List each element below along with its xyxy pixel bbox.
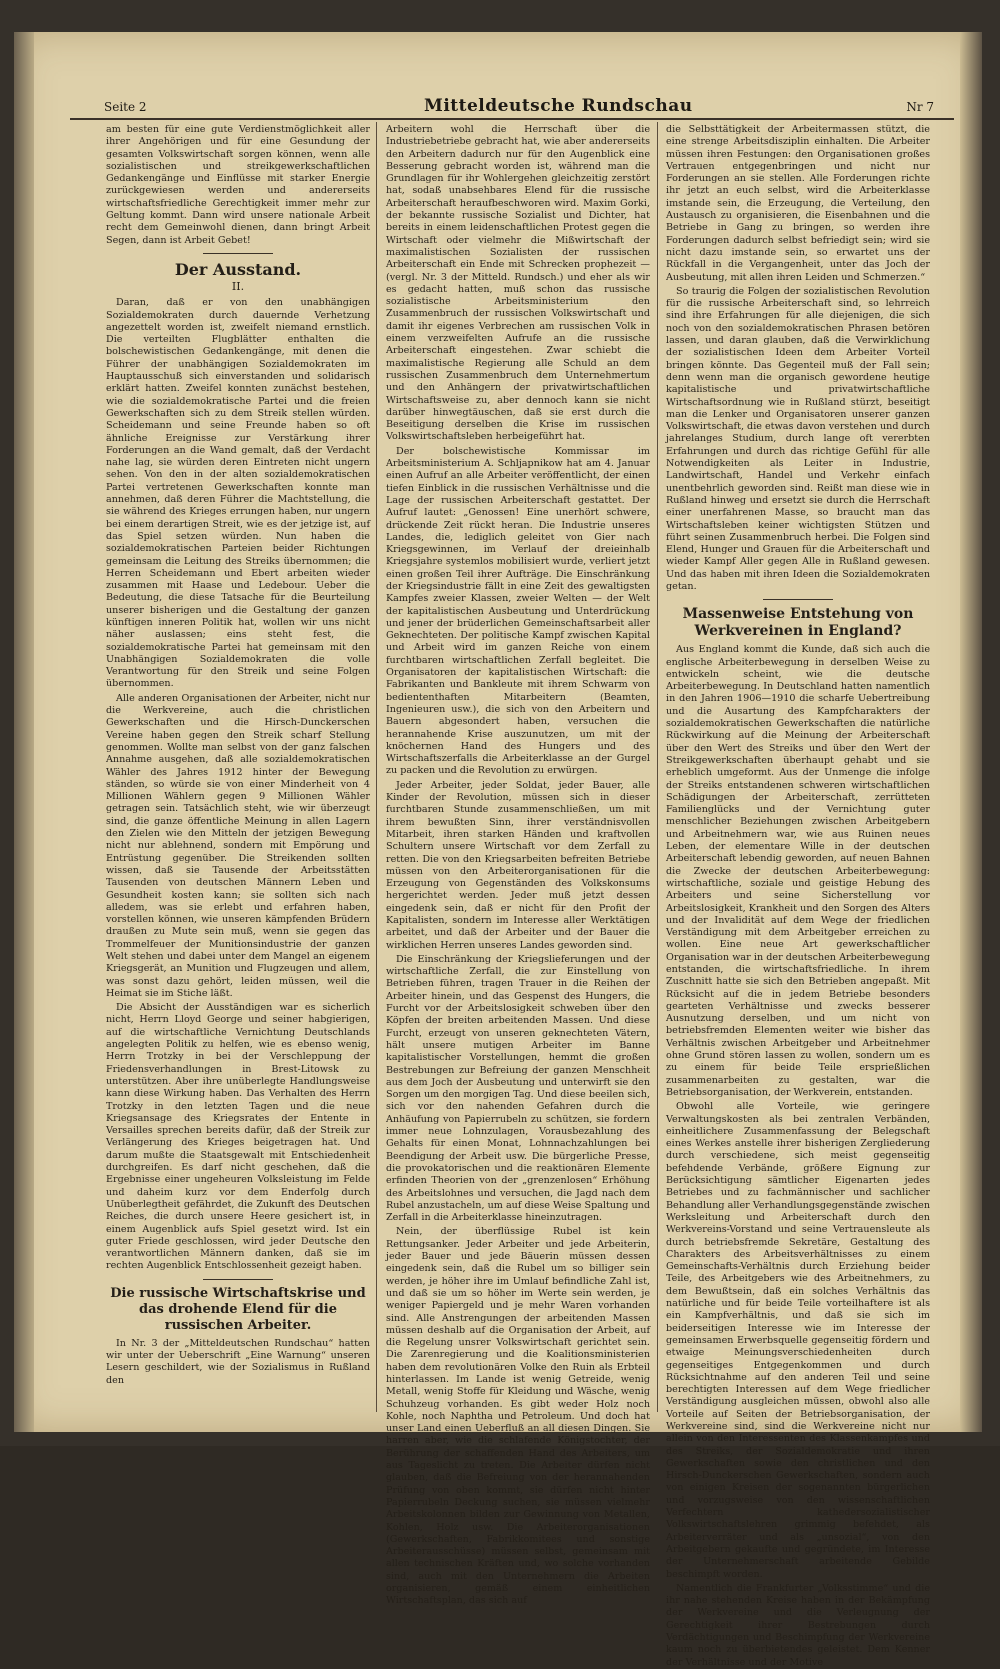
article-paragraph: Aus England kommt die Kunde, daß sich auch die englische Arbeiterbewegung in derselben Weise zu entwickeln scheint, wie die deutsche Arbeiterbewegung. In Deutschland hatten namentlich in den Jahren 1906—1910 die scharfe Uebertreibung und die Ausartung des Kampfcharakters der sozialdemokratischen Gewerkschaften die natürliche Rückwirkung auf die Meinung der Arbeiterschaft über den Wert des Streiks und über den Wert der Streikgewerkschaften überhaupt gehabt und sie erheblich umgeformt. Aus der Unmenge die infolge der Streiks entstandenen schweren wirtschaftlichen Schädigungen der Arbeiterschaft, zerrütteten Familienglücks und der Vernichtung guter menschlicher Beziehungen zwischen Arbeitgebern und Arbeitnehmern war, wie aus Ruinen neues Leben, der elementare Wille in der deutschen Arbeiterschaft lebendig geworden, auf neuen Bahnen die Zwecke der deutschen Arbeiterbewegung: wirtschaftliche, soziale und geistige Hebung des Arbeiters und seine Sicherstellung vor Arbeitslosigkeit, Krankheit und den Sorgen des Alters und der Invalidität auf dem Wege der friedlichen Verständigung mit dem Arbeitgeber erreichen zu wollen. Eine neue Art gewerkschaftlicher Organisation war in der deutschen Arbeiterbewegung entstanden, die wirtschaftsfriedliche. In ihrem Zuschnitt hatte sie sich den Betrieben angepaßt. Mit Rücksicht auf die in jedem Betriebe besonders gearteten Verhältnisse und zwecks besserer Ausnutzung derselben, und um nicht von betriebsfremden Elementen weiter wie bisher das Verhältnis zwischen Arbeitgeber und Arbeitnehmer ohne Grund stören lassen zu wollen, sondern um es zu einem für beide Teile ersprießlichen zusammenarbeiten zu gestalten, war die Betriebsorganisation, der Werkverein, entstanden. [666,644,930,1098]
column-3 [666,124,930,1668]
article-paragraph: die Selbsttätigkeit der Arbeitermassen stützt, die eine strenge Arbeitsdisziplin einhalten. Die Arbeiter müssen ihren Festungen: den Organisationen großes Vertrauen entgegenbringen und nicht nur Forderungen an sie stellen. Alle Forderungen richte ihr jetzt an euch selbst, wird die Arbeiterklasse imstande sein, die Erzeugung, die Verteilung, den Austausch zu organisieren, die Eisenbahnen und die Betriebe in Gang zu bringen, so werden ihre Forderungen dadurch selbst befriedigt sein; wird sie nicht dazu imstande sein, so erwartet uns der Rückfall in die Vergangenheit, unter das Joch der Ausbeutung, mit allen ihren Leiden und Schmerzen.“ [666,124,930,283]
article-paragraph: Alle anderen Organisationen der Arbeiter, nicht nur die Werkvereine, auch die christlichen Gewerkschaften und die Hirsch-Dunckerschen Vereine haben gegen den Streik scharf Stellung genommen. Wollte man selbst von der ganz falschen Annahme ausgehen, daß alle sozialdemokratischen Wähler des Jahres 1912 hinter der Bewegung ständen, so würde sie von einer Minderheit von 4 Millionen Wählern gegen 9 Millionen Wähler getragen sein. Tatsächlich steht, wie wir überzeugt sind, die ganze öffentliche Meinung in allen Lagern den Zielen wie den Mitteln der jetzigen Bewegung nicht nur ablehnend, sondern mit Empörung und Entrüstung gegenüber. Die Streikenden sollten wissen, daß sie Tausende der Arbeitsstätten Tausenden von deutschen Männern Leben und Gesundheit kosten kann; sie sollten sich nach alledem, was sie erlebt und erfahren haben, vorstellen können, wie unseren kämpfenden Brüdern draußen zu Mute sein muß, wenn sie gegen das Trommelfeuer der Munitionsindustrie der ganzen Welt stehen und dabei unter dem Mangel an eigenem Kriegsgerät, an Munition und Flugzeugen und allem, was sonst dazu gehört, leiden müssen, weil die Heimat sie im Stiche läßt. [106,692,370,999]
article-paragraph: Der bolschewistische Kommissar im Arbeitsministerium A. Schljapnikow hat am 4. Januar einen Aufruf an alle Arbeiter veröffentlicht, der einen tiefen Einblick in die russischen Verhältnisse und die Lage der russischen Arbeiterschaft gestattet. Der Aufruf lautet: „Genossen! Eine unerhört schwere, drückende Zeit rückt heran. Die Industrie unseres Landes, die, lediglich geleitet von Gier nach Kriegsgewinnen, im Verlauf der dreieinhalb Kriegsjahre systemlos mobilisiert wurde, verliert jetzt einen großen Teil ihrer Aufträge. Die Einschränkung der Kriegsindustrie fällt in eine Zeit des gewaltigsten Kampfes zweier Klassen, zweier Welten — der Welt der kapitalistischen Ausbeutung und Unterdrückung und jener der brüderlichen Gemeinschaftsarbeit aller Geknechteten. Der politische Kampf zwischen Kapital und Arbeit wird im ganzen Reiche von einem furchtbaren wirtschaftlichen Zerfall begleitet. Die Organisatoren der kapitalistischen Wirtschaft: die Fabrikanten und Bankleute mit ihrem Schwarm von bediententhaften Mitarbeitern (Beamten, Ingenieuren usw.), die sich von den Arbeitern und Bauern abgesondert haben, versuchen die herannahende Krise auszunutzen, um mit der knöchernen Hand des Hungers und des Wirtschaftszerfalls die Arbeiterklasse an der Gurgel zu packen und die Revolution zu erwürgen. [386,445,650,777]
article-heading-block [106,253,370,293]
article-paragraph: Die Einschränkung der Kriegslieferungen und der wirtschaftliche Zerfall, die zur Einstellung von Betrieben führen, tragen Trauer in die Reihen der Arbeiter hinein, und das Gespenst des Hungers, die Furcht vor der Arbeitslosigkeit schweben über den Köpfen der breiten arbeitenden Massen. Und diese Furcht, erzeugt von unseren geknechteten Vätern, hält unsere mutigen Arbeiter im Banne kapitalistischer Vorstellungen, hemmt die großen Bestrebungen zur Befreiung der ganzen Menschheit aus dem Joch der Ausbeutung und unterwirft sie den Sorgen um den morgigen Tag. Und diese beeilen sich, sich vor den nahenden Gefahren durch die Anhäufung von Papierrubeln zu schützen, sie fordern immer neue Lohnzulagen, Vorausbezahlung des Gehalts für einen Monat, Lohnnachzahlungen bei Beendigung der Arbeit usw. Die bürgerliche Presse, die provokatorischen und die reaktionären Elemente erfinden Theorien von der „grenzenlosen“ Erhöhung des Arbeitslohnes und versuchen, die Jagd nach dem Rubel anzustacheln, um auf diese Weise Spaltung und Zerfall in die Arbeiterklasse hineinzutragen. [386,953,650,1224]
article-paragraph: Arbeitern wohl die Herrschaft über die Industriebetriebe gebracht hat, wie aber andererseits den Arbeitern dadurch nur für den Augenblick eine Besserung gebracht worden ist, während man die Grundlagen für ihr Wohlergehen gleichzeitig zerstört hat, sodaß unabsehbares Elend für die russische Arbeiterschaft heraufbeschworen wird. Maxim Gorki, der bekannte russische Sozialist und Dichter, hat bereits in einem leidenschaftlichen Protest gegen die Wirtschaft oder vielmehr die Mißwirtschaft der maximalistischen Sozialisten der russischen Arbeiterschaft ein Ende mit Schrecken prophezeit — (vergl. Nr. 3 der Mitteld. Rundsch.) und eher als wir es gedacht hatten, muß schon das russische sozialistische Arbeitsministerium den Zusammenbruch der russischen Volkswirtschaft und damit ihr eigenes Verbrechen am russischen Volk in einem verzweifelten Aufrufe an die russische Arbeiterschaft eingestehen. Zwar schiebt die maximalistische Regierung alle Schuld an dem russischen Zusammenbruch dem Unternehmertum und den Anhängern der privatwirtschaftlichen Wirtschaftsweise zu, aber dennoch kann sie nicht darüber hinwegtäuschen, daß sie erst durch die Beseitigung derselben die Krise im russischen Volkswirtschaftsleben herbeigeführt hat. [386,124,650,443]
article-continuation: am besten für eine gute Verdienstmöglichkeit aller ihrer Angehörigen und für eine Gesundung der gesamten Volkswirtschaft sorgen können, wenn alle sozialistischen und streikgewerkschaftlichen Gedankengänge und Einflüsse mit starker Energie zurückgewiesen werden und andererseits wirtschaftsfriedliche Gerechtigkeit immer mehr zur Geltung kommt. Dann wird unsere nationale Arbeit recht dem Gemeinwohl dienen, dann bringt Arbeit Segen, dann ist Arbeit Gebet! [106,124,370,246]
page-outer-edge [960,32,982,1432]
column-1 [106,124,370,1414]
article-heading: Der Ausstand. [174,259,302,279]
page-header [104,96,934,118]
article-paragraph: Nein, der überflüssige Rubel ist kein Rettungsanker. Jeder Arbeiter und jede Arbeiterin, jeder Bauer und jede Bäuerin müssen dessen eingedenk sein, daß die Rubel um so billiger sein werden, je höher ihre im Umlauf befindliche Zahl ist, und daß sie um so höher im Werte sein werden, je weniger Papiergeld und je mehr Waren vorhanden sind. Alle Anstrengungen der arbeitenden Massen müssen deshalb auf die Organisation der Arbeit, auf die Regelung unsrer Volkswirtschaft gerichtet sein. Die Zarenregierung und die Koalitionsministerien haben dem revolutionären Volke den Ruin als Erbteil hinterlassen. Im Lande ist wenig Getreide, wenig Metall, wenig Stoffe für Kleidung und Wäsche, wenig Schuhzeug vorhanden. Es gibt weder Holz noch Kohle, noch Naphtha und Petroleum. Und doch hat unser Land einen Ueberfluß an all diesen Dingen. Sie harren aber, wie die schlafende Königstochter, der Berührung der schaffenden Hand des Arbeiters, um aus Tageslicht zu treten. Die Arbeiter dürfen nicht glauben, daß die Befreiung von der herannahenden Prüfung von oben kommt, sie dürfen nicht hinter Papierrubeln Deckung suchen, sie müssen vielmehr Arbeitskolonnen bilden zur Gewinnung von Metallen, Kohlen, Holz usw. Die Arbeiterorganisationen (Gewerkschaften, Fabrikkomitees und sonstige Arbeiterausschüsse) müssen selbst, gemeinsam mit allen technischen Kräften und, wo solche vorhanden sind, auch mit den Unternehmern die Arbeiten organisieren, gemäß einem einheitlichen Wirtschaftsplan, das sich auf [386,1226,650,1607]
page-number: Seite 2 [104,100,147,114]
article-heading: Die russische Wirtschaftskrise und das drohende Elend für die russischen Arbeiter. [110,1285,366,1333]
column-2 [386,124,650,1607]
page-binding-edge [14,32,34,1432]
article-paragraph: Die Absicht der Ausständigen war es sicherlich nicht, Herrn Lloyd George und seiner habgierigen, auf die wirtschaftliche Vernichtung Deutschlands angelegten Politik zu helfen, wie es ebenso wenig, Herrn Trotzky in bei der Verschleppung der Friedensverhandlungen in Brest-Litowsk zu unterstützen. Aber ihre unüberlegte Handlungsweise kann diese Wirkung haben. Das Verhalten des Herrn Trotzky in den letzten Tagen und die neue Kriegsansage des Kriegsrates der Entente in Versailles sprechen bereits dafür, daß der Streik zur Verlängerung des Krieges beigetragen hat. Und darum mußte die Staatsgewalt mit Entschiedenheit durchgreifen. Es darf nicht geschehen, daß die Ergebnisse einer ungeheuren Volksleistung im Felde und daheim kurz vor dem Enderfolg durch Unüberlegtheit gefährdet, die Zukunft des Deutschen Reiches, die durch unsere Heere gesichert ist, in einem Augenblick aufs Spiel gesetzt wird. Ist ein guter Friede geschlossen, wird jeder Deutsche den verantwortlichen Männern danken, daß sie im rechten Augenblick Entschlossenheit gezeigt haben. [106,1002,370,1272]
article-subheading: II. [231,279,245,293]
article-paragraph: So traurig die Folgen der sozialistischen Revolution für die russische Arbeiterschaft sind, so lehrreich sind ihre Erfahrungen für alle diejenigen, die sich noch von den sozialdemokratischen Phrasen betören lassen, und daran glauben, daß die Verwirklichung der sozialistischen Ideen dem Arbeiter Vorteil bringen könnte. Das Gegenteil muß der Fall sein; denn wenn man die organisch gewordene heutige kapitalistische und privatwirtschaftliche Wirtschaftsordnung wie in Rußland stürzt, beseitigt man die Lenker und Organisatoren unserer ganzen Volkswirtschaft, die etwas davon verstehen und durch jahrelanges Studium, durch lange oft vererbten Erfahrungen und durch das richtige Gefühl für alle Notwendigkeiten als Leiter in Industrie, Landwirtschaft, Handel und Verkehr einfach unentbehrlich geworden sind. Reißt man diese wie in Rußland hinweg und ersetzt sie durch die Herrschaft einer unerfahrenen Masse, so braucht man das Wirtschaftsleben keiner wichtigsten Stützen und führt seinen Zusammenbruch herbei. Die Folgen sind Elend, Hunger und Grauen für die Arbeiterschaft und wieder Kampf Aller gegen Alle in Rußland gewesen. Und das haben mit ihren Ideen die Sozialdemokraten getan. [666,285,930,592]
article-heading: Massenweise Entstehung von Werkvereinen in England? [682,606,914,640]
article-heading-block [666,599,930,640]
article-paragraph: In Nr. 3 der „Mitteldeutschen Rundschau“ hatten wir unter der Ueberschrift „Eine Warnung“ unseren Lesern geschildert, wie der Sozialismus in Rußland den [106,1337,370,1386]
article-paragraph: Jeder Arbeiter, jeder Soldat, jeder Bauer, alle Kinder der Revolution, müssen sich in dieser furchtbaren Stunde zusammenschließen, um mit ihrem bewußten Sinn, ihrer verständnisvollen Mitarbeit, ihren starken Händen und kraftvollen Schultern unsere Wirtschaft vor dem Zerfall zu retten. Die von den Kriegsarbeiten befreiten Betriebe müssen von den Arbeiterorganisationen für die Erzeugung von Gegenständen des Volkskonsums hergerichtet werden. Jeder muß jetzt dessen eingedenk sein, daß er nicht für den Profit der Kapitalisten, sondern im Interesse aller Werktätigen arbeitet, und daß der Arbeiter und der Bauer die wirklichen Herren unseres Landes geworden sind. [386,779,650,951]
article-paragraph: Daran, daß er von den unabhängigen Sozialdemokraten durch dauernde Verhetzung angezettelt worden ist, zweifelt niemand ernstlich. Die verteilten Flugblätter enthalten die bolschewistischen Gedankengänge, mit denen die Führer der unabhängigen Sozialdemokraten im Hauptausschuß sich einverstanden und solidarisch erklärt hatten. Zweifel konnten zunächst bestehen, wie die sozialdemokratische Partei und die freien Gewerkschaften sich zu dem Streik stellen würden. Scheidemann und seine Freunde haben so oft ähnliche Ereignisse zur Verstärkung ihrer Forderungen an die Wand gemalt, daß der Verdacht nahe lag, sie würden deren Eintreten nicht ungern sehen. Von den in der alten sozialdemokratischen Partei vertretenen Gewerkschaften konnte man annehmen, daß deren Führer die Machtstellung, die sie während des Krieges errungen haben, nur ungern bei einem derartigen Streit, wie es der jetzige ist, auf das Spiel setzen würden. Nun haben die sozialdemokratischen Parteien beider Richtungen gemeinsam die Leitung des Streiks übernommen; die Herren Scheidemann und Ebert arbeiten wieder zusammen mit Haase und Ledebour. Ueber die Bedeutung, die diese Tatsache für die Beurteilung unserer bisherigen und die Gestaltung der ganzen künftigen inneren Politik hat, wollen wir uns nicht näher auslassen; eins steht fest, die sozialdemokratische Partei hat gemeinsam mit den Unabhängigen Sozialdemokraten die volle Verantwortung für den Streik und seine Folgen übernommen. [106,297,370,690]
newspaper-title: Mitteldeutsche Rundschau [424,96,693,116]
header-rule [70,118,954,120]
issue-number: Nr 7 [906,100,934,114]
section-rule [203,1279,273,1280]
article-heading-block [106,1279,370,1334]
article-paragraph: Obwohl alle Vorteile, wie geringere Verwaltungskosten als bei zentralen Verbänden, einheitlichere Zusammenfassung der Belegschaft eines Werkes anstelle ihrer bisherigen Zergliederung durch verschiedene, sich meist gegenseitig befehdende Verbände, größere Eignung zur Berücksichtigung sämtlicher Eigenarten jedes Betriebes und zu fachmännischer und sachlicher Behandlung aller Verhandlungsgegenstände zwischen Werksleitung und Arbeiterschaft durch den Werkvereins-Vorstand und seine Vertrauensleute als durch betriebsfremde Sekretäre, Gestaltung des Charakters des Arbeitsverhältnisses zu einem Gemeinschafts-Verhältnis durch Erziehung beider Teile, des Arbeitgebers wie des Arbeitnehmers, zu dem Bewußtsein, daß ein solches Verhältnis das natürliche und für beide Teile vorteilhaftere ist als ein Kampfverhältnis, und daß sie sich im beiderseitigen Interesse wie im Interesse der gemeinsamen Erwerbsquelle gegenseitig fördern und etwaige Meinungsverschiedenheiten durch gegenseitiges Entgegenkommen und durch Rücksichtnahme auf den anderen Teil und seine berechtigten Interessen auf dem Wege friedlicher Verständigung ausgleichen müssen, obwohl also alle Vorteile auf Seiten der Betriebsorganisation, der Werkvereine sind, sind die Werkvereine nicht nur allein von den Interessenten des Klassenkampfes und des Streiks, der Sozialdemokratie und ihren Gewerkschaften sowie den christlichen und den Hirsch-Dunckerschen Gewerkschaften, sondern auch von einigen Kreisen der sogenannten bürgerlichen und vorzugsweise von den wissenschaftlichen Verfechtern kathedersozialistischer Volkswirtschaftslehren grimmig befehdet, als Arbeiterverräter und als „unsozial“, von den Arbeitgebern gekaufte und gegründete, im Interesse der Unternehmerschaft arbeitende Gebilde beschimpft worden. [666,1101,930,1580]
column-divider [376,122,377,1412]
section-rule [203,253,273,254]
column-divider [657,122,658,1412]
section-rule [763,599,833,600]
article-paragraph: Namentlich die Frankfurter „Volksstimme“ und die ihr nahe stehenden Kreise haben in der Bekämpfung der Werkvereine und die Verleugnung der Gerechtigkeit ihrer Bestrebungen durch Verdächtigungen und Beschimpfung der Werkvereine kaum noch zu überbietendes geleistet. Dem Kenner der Verhältnisse und der Motive [666,1582,930,1668]
